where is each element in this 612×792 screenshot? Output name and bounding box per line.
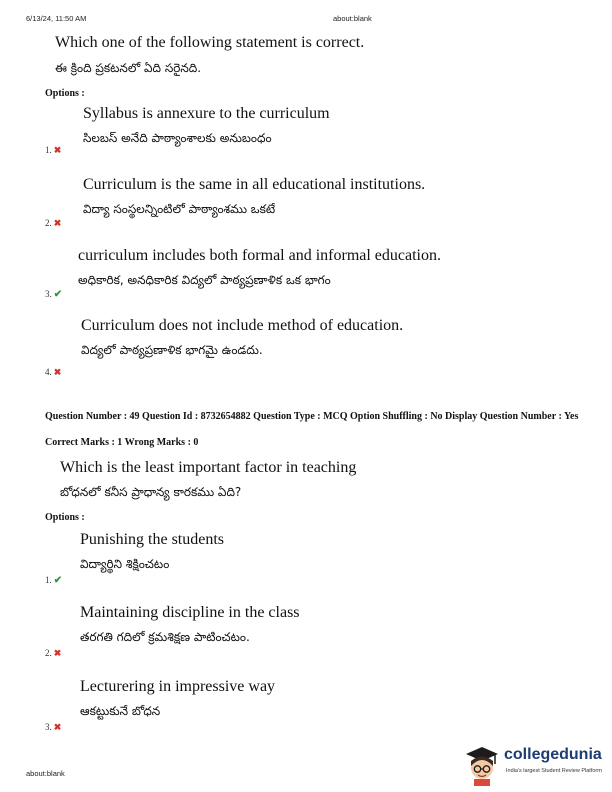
q48-option-3-number: 3. (45, 289, 52, 299)
q49-option-3-marker (45, 717, 61, 735)
graduate-mascot-icon (462, 744, 502, 786)
wrong-icon: ✖ (53, 145, 62, 155)
q48-option-4-marker (45, 362, 61, 380)
brand-tagline: India's largest Student Review Platform (506, 768, 602, 774)
q49-option-1-number: 1. (45, 575, 52, 585)
q49-option-3-text-te: ఆకట్టుకునే బోధన (80, 704, 161, 718)
q48-option-4-text-en: Curriculum does not include method of education. (81, 317, 404, 334)
question-49-options-label: Options : (45, 512, 85, 523)
q48-option-2-marker (45, 213, 61, 231)
q49-option-1-text-te: విద్యార్థిని శిక్షించటం (80, 557, 170, 571)
q48-option-1-number: 1. (45, 145, 52, 155)
q49-option-2-text-en: Maintaining discipline in the class (80, 604, 300, 621)
q48-option-2-number: 2. (45, 218, 52, 228)
q48-option-1-marker (45, 140, 61, 158)
wrong-icon: ✖ (53, 648, 62, 658)
q49-option-2-text-te: తరగతి గదిలో క్రమశిక్షణ పాటించటం. (80, 630, 250, 644)
brand-name: collegedunia (504, 746, 602, 763)
q48-option-3-text-en: curriculum includes both formal and informal education. (78, 247, 441, 264)
print-datetime: 6/13/24, 11:50 AM (26, 14, 87, 23)
q49-option-3-text-en: Lecturering in impressive way (80, 678, 276, 695)
correct-check-icon: ✔ (53, 575, 63, 586)
q48-option-2-text-te: విద్యా సంస్థలన్నింటిలో పాఠ్యాంశము ఒకటే (83, 202, 276, 216)
question-48-text-te: ఈ క్రింది ప్రకటనలో ఏది సరైనది. (55, 61, 202, 75)
q49-option-1-marker (45, 570, 62, 588)
question-49-text-te: బోధనలో కనీస ప్రాధాన్య కారకము ఏది? (60, 485, 242, 499)
q48-option-1-text-en: Syllabus is annexure to the curriculum (83, 105, 330, 122)
question-49-text-en: Which is the least important factor in teaching (60, 459, 357, 476)
print-title: about:blank (333, 14, 372, 23)
question-49-meta: Question Number : 49 Question Id : 8732654882 Question Type : MCQ Option Shuffling : No Display Question Number : Yes (45, 411, 579, 422)
wrong-icon: ✖ (53, 218, 62, 228)
q48-option-1-text-te: సిలబస్ అనేది పాఠ్యాంశాలకు అనుబంధం (83, 131, 272, 145)
print-footer-url: about:blank (26, 769, 65, 778)
wrong-icon: ✖ (53, 367, 62, 377)
q48-option-3-text-te: అధికారిక, అనధికారిక విద్యలో పాఠ్యప్రణాళిక ఒక భాగం (78, 273, 331, 287)
q48-option-4-number: 4. (45, 367, 52, 377)
q49-option-2-marker (45, 643, 61, 661)
q48-option-3-marker (45, 284, 62, 302)
wrong-icon: ✖ (53, 722, 62, 732)
collegedunia-logo (462, 744, 612, 788)
q49-option-2-number: 2. (45, 648, 52, 658)
q48-option-4-text-te: విద్యలో పాఠ్యప్రణాళిక భాగమై ఉండదు. (81, 343, 263, 357)
question-48-options-label: Options : (45, 88, 85, 99)
q49-option-3-number: 3. (45, 722, 52, 732)
q48-option-2-text-en: Curriculum is the same in all educational institutions. (83, 176, 426, 193)
correct-check-icon: ✔ (53, 289, 63, 300)
q49-option-1-text-en: Punishing the students (80, 531, 225, 548)
question-49-marks: Correct Marks : 1 Wrong Marks : 0 (45, 437, 199, 448)
question-48-text-en: Which one of the following statement is correct. (55, 34, 365, 51)
